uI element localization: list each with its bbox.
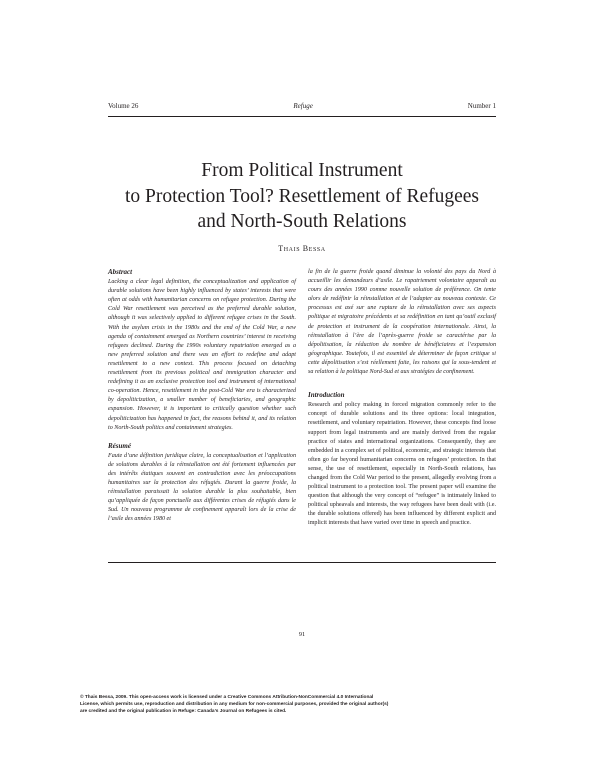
article-title — [108, 158, 496, 235]
introduction-heading: Introduction — [308, 391, 345, 400]
license-line-1: © Thais Bessa, 2009. This open-access work is licensed under a Creative Commons Attribution-NonCommercial 4.0 International — [80, 695, 374, 700]
license-line-2: License, which permits use, reproduction and distribution in any medium for non-commercial purposes, provided the original author(s) — [80, 701, 389, 707]
running-head — [108, 102, 496, 110]
resume-heading: Résumé — [108, 441, 131, 450]
license-line-3: are credited and the original publication in Refuge: Canada’s Journal on Refugees is cited. — [80, 708, 287, 714]
abstract-text: Lacking a clear legal definition, the conceptualization and application of durable solutions have been highly influenced by states’ interests that were often at odds with humanitarian concerns on refugee protection. During the Cold War resettlement was perceived as the preferred durable solution, although it was selectively applied to different refugee crises in the South. With the asylum crisis in the 1980s and the end of the Cold War, a new agenda of containment emerged as Northern countries’ interest in receiving refugees declined. During the 1990s voluntary repatriation emerged as a new preferred solution and there was an effort to redefine and adapt resettlement to a new context. This process focused on detaching resettlement from its previous political and immigration character and redefining it as an exclusive protection tool and instrument of international co-operation. Hence, resettlement in the post-Cold War era is characterized by depoliticization, a smaller number of beneficiaries, and geographic expansion. However, it is important to critically question whether such depoliticization has happened in fact, the reasons behind it, and its relation to North-South politics and containment strategies. — [108, 279, 296, 431]
header-rule — [108, 116, 496, 117]
volume-label: Volume 26 — [108, 102, 139, 110]
resume-text-right: la fin de la guerre froide quand diminue la volonté des pays du Nord à accueillir les demandeurs d’asile. Le rapatriement volontaire apparaît au cours des années 1990 comme nouvelle solution de préférence. On tente alors de redéfinir la réinstallation et de l’adapter au nouveau contexte. Ce processus est axé sur une rupture de la réinstallation avec ses aspects politique et migratoire précédents et sa redéfinition en tant qu’outil exclusif de protection et instrument de la coopération internationale. Ainsi, la réinstallation à l’ère de l’après-guerre froide se caractérise par la dépolitisation, la réduction du nombre de bénéficiaires et l’expansion géographique. Toutefois, il est essentiel de déterminer de façon critique si cette dépolitisation s’est réellement faite, les raisons qui la sous-tendent et sa relation à la politique Nord-Sud et aux stratégies de confinement. — [308, 269, 496, 376]
title-line-2: to Protection Tool? Resettlement of Refugees — [124, 185, 480, 207]
abstract-heading: Abstract — [108, 268, 133, 276]
left-column — [108, 268, 296, 525]
page-number: 91 — [298, 631, 306, 638]
title-line-3: and North-South Relations — [197, 211, 407, 232]
introduction-text: Research and policy making in forced migration commonly refer to the concept of durable solutions and its three options: local integration, resettlement, and voluntary repatriation. However, these concepts find loose support from legal instruments and are mainly derived from the regular practice of states and international organizations. Consequently, they are embedded in a complex set of political, economic, and strategic interests that often go far beyond humanitarian concerns on refugees’ protection. In that sense, the use of resettlement, especially in North-South relations, has changed from the Cold War period to the present, allegedly evolving from a political instrument to a protection tool. The present paper will examine the question that although the very concept of “refugee” is intimately linked to political upheavals and interests, the way refugees have been dealt with (i.e. the durable solutions offered) has been influenced by different explicit and implicit interests that have varied over time in speech and practice. — [308, 402, 496, 527]
title-line-1: From Political Instrument — [201, 160, 403, 181]
license-footer — [80, 695, 520, 715]
issue-number: Number 1 — [467, 102, 496, 110]
resume-text-left: Faute d’une définition juridique claire, la conceptualisation et l’application de solutions durables à la réinstallation ont été fortement influencées par des intérêts étatiques souvent en contradiction avec les préoccupations humanitaires sur la protection des réfugiés. Durant la guerre froide, la réinstallation paraissait la solution durable la plus souhaitable, bien qu’appliquée de façon ponctuelle aux différentes crises de réfugiés dans le Sud. Un nouveau programme de confinement apparaît lors de la crise de l’asile des années 1980 et — [108, 452, 296, 523]
right-column — [308, 268, 496, 529]
footer-rule — [108, 562, 496, 563]
author-name: Thais Bessa — [278, 244, 326, 253]
journal-name: Refuge — [293, 102, 313, 110]
